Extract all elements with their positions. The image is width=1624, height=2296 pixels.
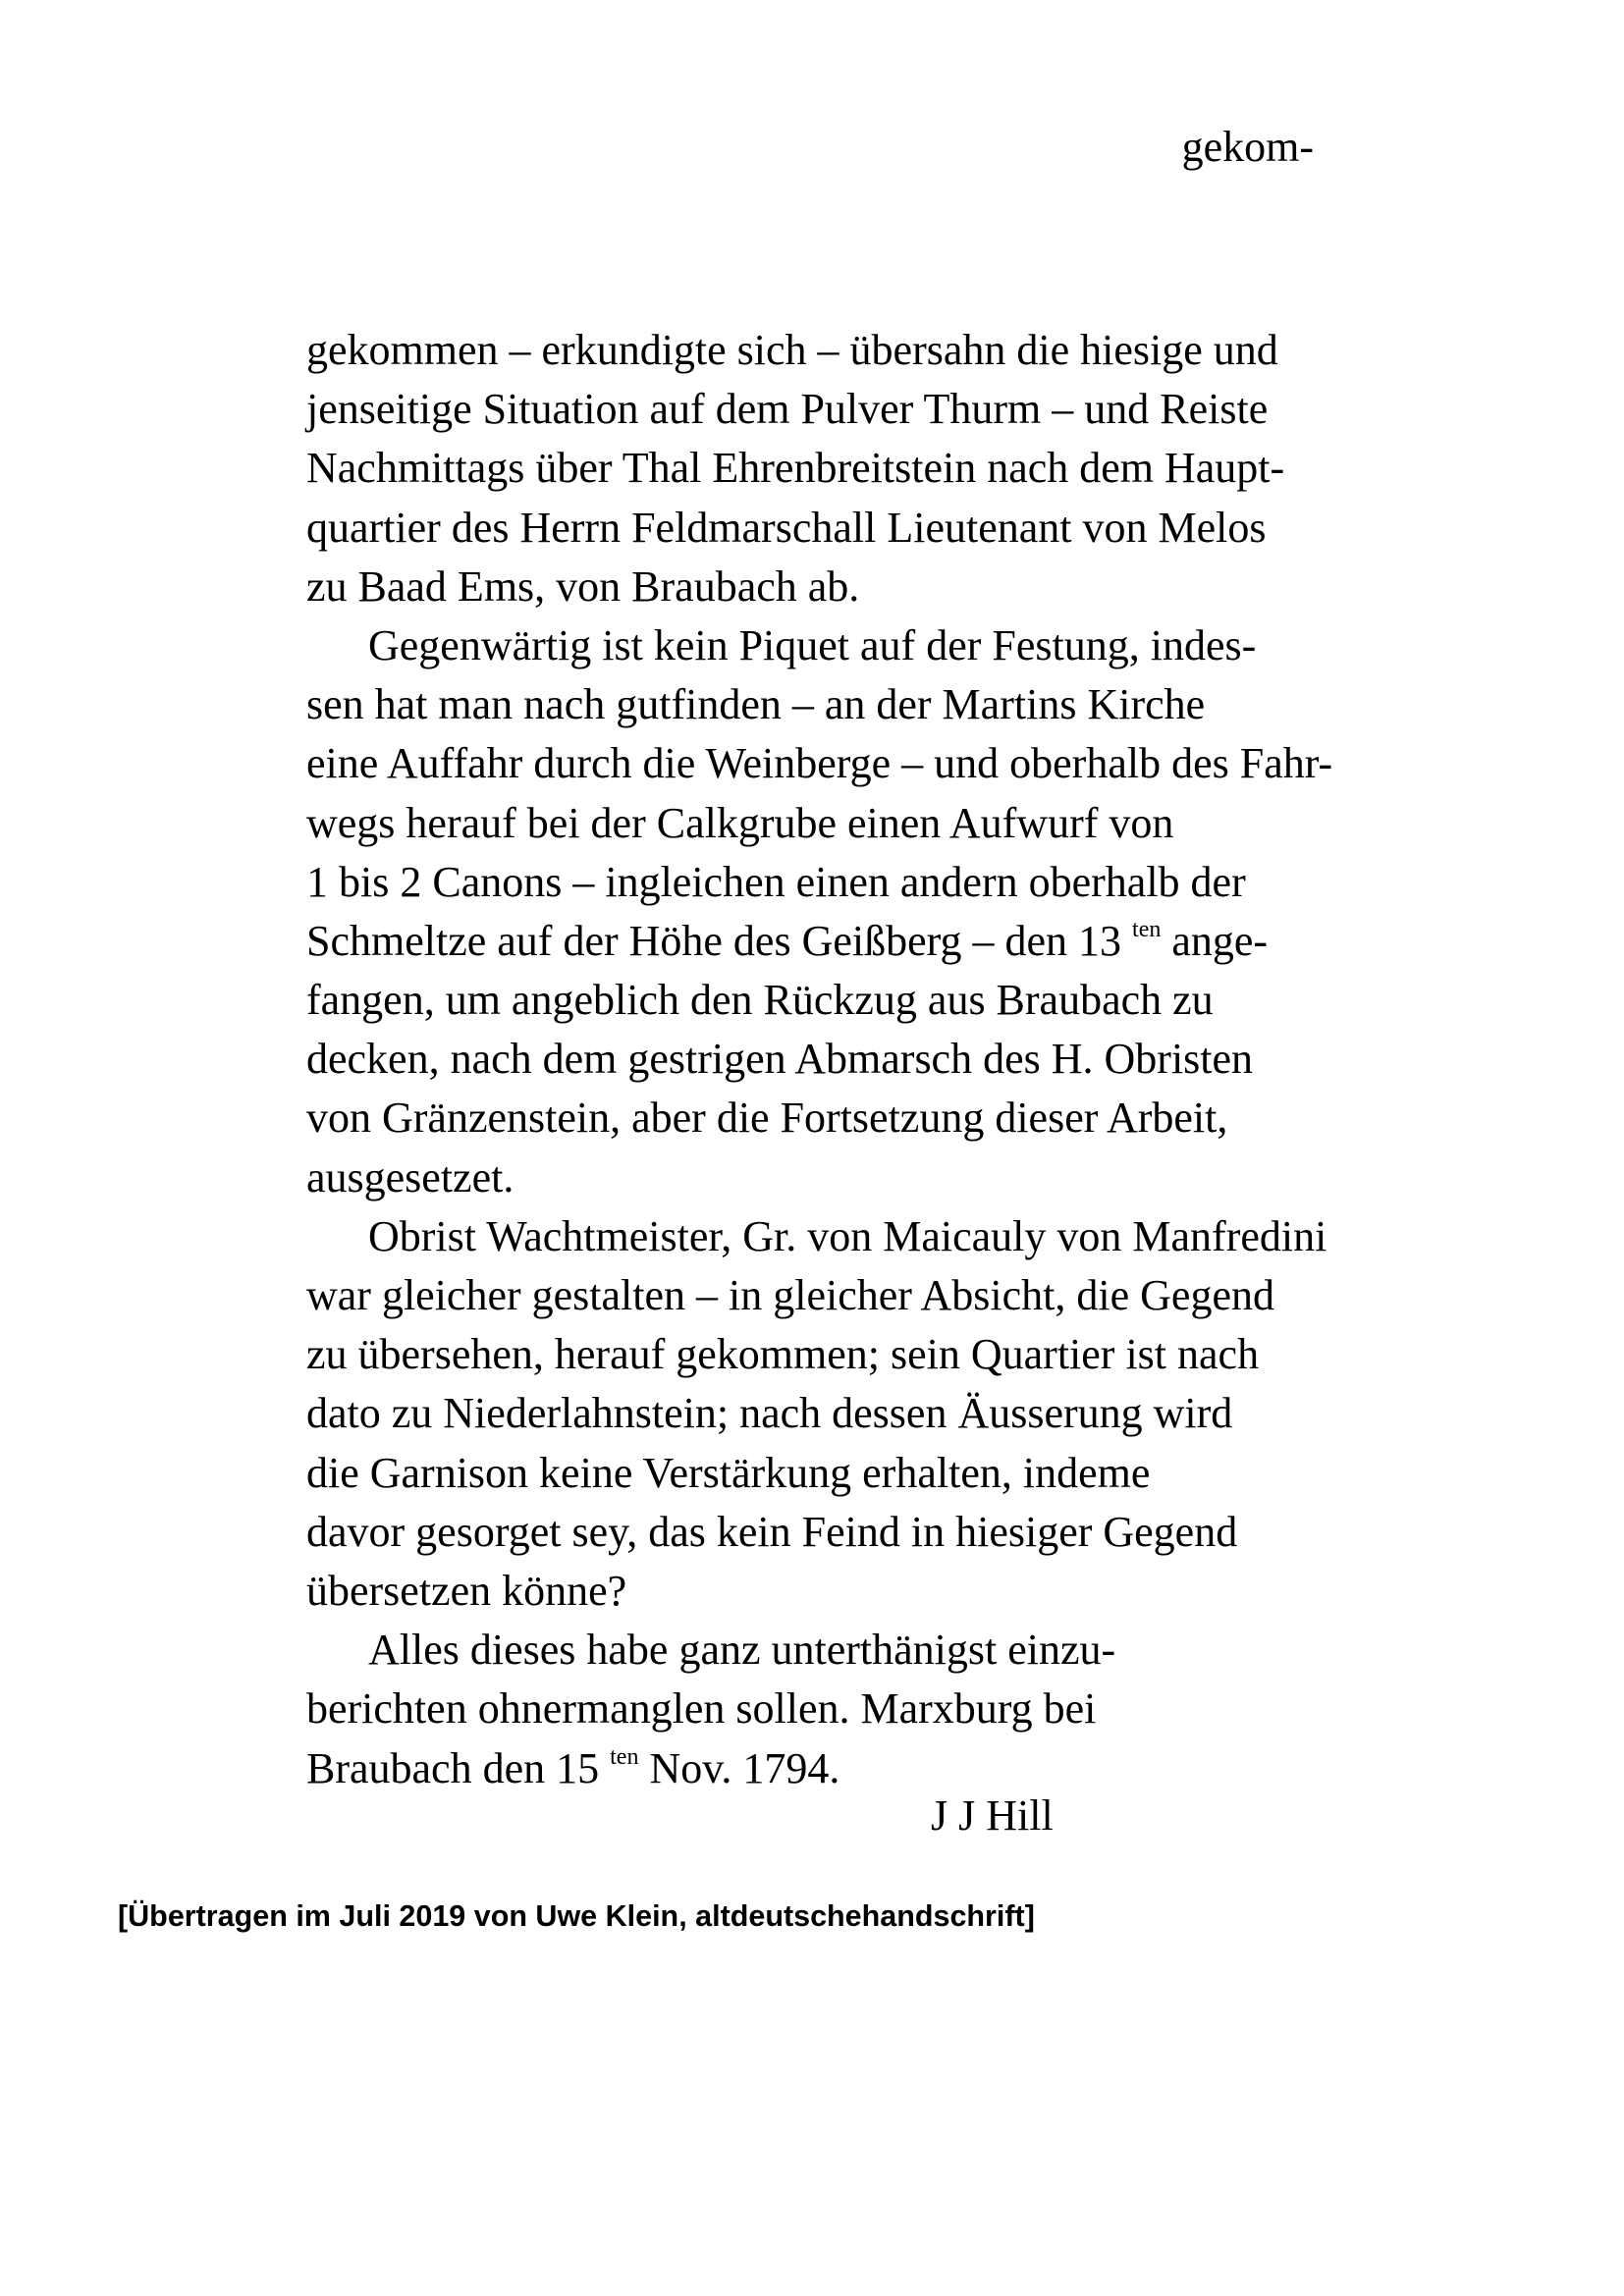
text-line: dato zu Niederlahnstein; nach dessen Äusserung wird xyxy=(306,1389,1233,1438)
text-segment: ange- xyxy=(1161,916,1269,965)
text-line: fangen, um angeblich den Rückzug aus Braubach zu xyxy=(306,976,1214,1025)
text-line: jenseitige Situation auf dem Pulver Thurm – und Reiste xyxy=(306,385,1269,434)
superscript: ten xyxy=(610,1743,639,1770)
text-line: Nachmittags über Thal Ehrenbreitstein nach dem Haupt- xyxy=(306,444,1285,493)
text-line: berichten ohnermanglen sollen. Marxburg bei xyxy=(306,1684,1097,1734)
text-line: eine Auffahr durch die Weinberge – und oberhalb des Fahr- xyxy=(306,739,1333,788)
signature: J J Hill xyxy=(931,1791,1054,1840)
text-line xyxy=(306,912,1386,971)
text-line: wegs herauf bei der Calkgrube einen Aufwurf von xyxy=(306,798,1174,847)
text-line: decken, nach dem gestrigen Abmarsch des H. Obristen xyxy=(306,1035,1254,1084)
text-line: Obrist Wachtmeister, Gr. von Maicauly von Manfredini xyxy=(368,1211,1327,1260)
text-line: quartier des Herrn Feldmarschall Lieutenant von Melos xyxy=(306,503,1267,552)
letter-body xyxy=(306,321,1386,1798)
transcription-note: [Übertragen im Juli 2019 von Uwe Klein, altdeutschehandschrift] xyxy=(118,1899,1035,1933)
text-line: von Gränzenstein, aber die Fortsetzung dieser Arbeit, xyxy=(306,1094,1228,1143)
text-line: sen hat man nach gutfinden – an der Martins Kirche xyxy=(306,680,1206,729)
text-line: gekommen – erkundigte sich – übersahn die hiesige und xyxy=(306,326,1278,374)
text-segment: Nov. 1794. xyxy=(638,1743,840,1792)
text-line: die Garnison keine Verstärkung erhalten, indeme xyxy=(306,1448,1151,1497)
text-line: zu Baad Ems, von Braubach ab. xyxy=(306,561,860,611)
text-segment: Schmeltze auf der Höhe des Geißberg – den 13 xyxy=(306,916,1133,965)
text-line: übersetzen könne? xyxy=(306,1566,627,1615)
catchword: gekom- xyxy=(1181,123,1314,171)
text-line: Gegenwärtig ist kein Piquet auf der Festung, indes- xyxy=(368,620,1257,669)
text-line: davor gesorget sey, das kein Feind in hiesiger Gegend xyxy=(306,1507,1238,1556)
text-line xyxy=(306,1739,1386,1798)
text-line: zu übersehen, herauf gekommen; sein Quartier ist nach xyxy=(306,1330,1260,1379)
text-line: ausgesetzet. xyxy=(306,1152,514,1201)
superscript: ten xyxy=(1132,916,1162,942)
text-line: Alles dieses habe ganz unterthänigst einzu- xyxy=(368,1626,1116,1675)
text-segment: Braubach den 15 xyxy=(306,1743,611,1792)
text-line: war gleicher gestalten – in gleicher Absicht, die Gegend xyxy=(306,1271,1274,1319)
text-line: 1 bis 2 Canons – ingleichen einen andern oberhalb der xyxy=(306,857,1246,906)
